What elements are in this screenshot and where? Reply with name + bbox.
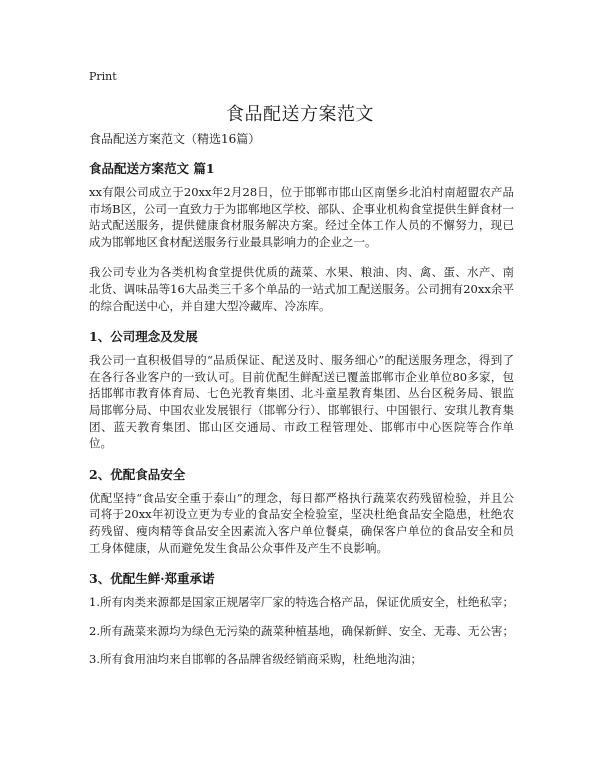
commitment-item-3: 3.所有食用油均来自邯郸的各品牌省级经销商采购，杜绝地沟油；: [89, 652, 422, 667]
section-2-heading: 2、优配食品安全: [89, 466, 186, 482]
document-subtitle: 食品配送方案范文（精选16篇）: [89, 132, 261, 146]
intro-paragraph-2: 我公司专业为各类机构食堂提供优质的蔬菜、水果、粮油、肉、禽、蛋、水产、南北货、调味品等16大品类三千多个单品的一站式加工配送服务。公司拥有20xx余平的综合配送中心，并自建大型冷藏库、冷冻库。: [89, 265, 514, 313]
section-3-heading: 3、优配生鲜·郑重承诺: [89, 571, 215, 587]
part-heading: 食品配送方案范文 篇1: [89, 161, 215, 176]
page-title: 食品配送方案范文: [226, 104, 374, 125]
commitment-item-2: 2.所有蔬菜来源均为绿色无污染的蔬菜种植基地，确保新鲜、安全、无毒、无公害；: [89, 623, 514, 638]
commitment-item-1: 1.所有肉类来源都是国家正规屠宰厂家的特选合格产品，保证优质安全，杜绝私宰；: [89, 595, 514, 610]
section-1-paragraph: 我公司一直积极倡导的“品质保证、配送及时、服务细心”的配送服务理念，得到了在各行各业客户的一致认可。目前优配生鲜配送已覆盖邯郸市企业单位80多家，包括邯郸市教育体育局、七色光教育集团、北斗童星教育集团、丛台区税务局、银监局邯郸分局、中国农业发展银行（邯郸分行）、邯郸银行、中国银行、安琪儿教育集团、蓝天教育集团、邯山区交通局、市政工程管理处、邯郸市中心医院等合作单位。: [89, 353, 514, 451]
document-body: [89, 130, 514, 680]
print-link[interactable]: Print: [89, 70, 117, 83]
section-2-paragraph: 优配坚持“食品安全重于泰山”的理念，每日都严格执行蔬菜农药残留检验，并且公司将于20xx年初设立更为专业的食品安全检验室，坚决杜绝食品安全隐患，杜绝农药残留、瘦肉精等食品安全因素流入客户单位餐桌，确保客户单位的食品安全和员工身体健康，从而避免发生食品公众事件及产生不良影响。: [89, 490, 514, 555]
section-1-heading: 1、公司理念及发展: [89, 329, 198, 345]
intro-paragraph-1: xx有限公司成立于20xx年2月28日，位于邯郸市邯山区南堡乡北泊村南超盟农产品市场B区，公司一直致力于为邯郸地区学校、部队、企事业机构食堂提供生鲜食材一站式配送服务，提供健康食材服务解决方案。经过全体工作人员的不懈努力，现已成为邯郸地区食材配送服务行业最具影响力的企业之一。: [89, 185, 514, 249]
